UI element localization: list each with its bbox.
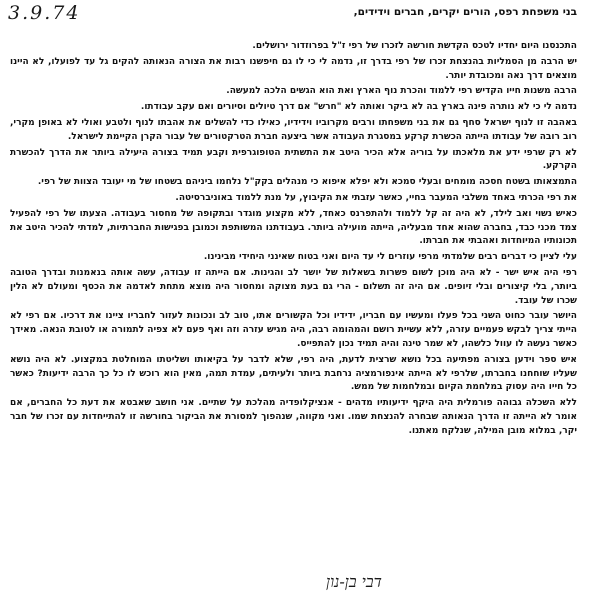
- paragraph: רפי היה איש ישר - לא היה מוכן לשום פשרות בשאלות של יושר לב והגינות. אם הייתה זו עבודה, עשה אותה בנאמנות ובדרך הטובה ביותר, בלי קיצורים ובלי זיופים. אם היה זה תשלום - הרי גם בעת מצוקה ומחסור היה מוצא מתחת לאדמה את הכסף ומעולם לא הלין שכרו של עובד.: [10, 267, 577, 306]
- paragraph: לא רק שרפי ידע את מלאכתו על בוריה אלא הכיר היטב את התשתית הטופוגרפית וקבע תמיד בצורה היעילה ביותר את הדרך להכשרת הקרקע.: [10, 147, 577, 172]
- letter-body: [10, 40, 577, 441]
- paragraph: איש ספר וידען בצורה מפתיעה בכל נושא שרצית לדעת, היה רפי, שלא לדבר על בקיאותו ושליטתו המוחלטת במקצוע. לא היה נושא שעליו שוחחנו בחברתו, שלרפי לא הייתה אינפורמציה נרחבת ביותר ולעיתים, עמדת תמה, מאין הוא רוכש לו כל כך הרבה ידיעות? כאשר כל חייו היה עסוק במלחמת הקיום ובמלחמות של ממש.: [10, 354, 577, 393]
- paragraph: ללא השכלה גבוהה פורמלית היה היקף ידיעותיו מדהים - אנציקלופדיה מהלכת על שתיים. אני חושב שאבטא את דעת כל החברים, אם אומר לא הייתה זו הדרך הנאותה שבחרה להנצחת שמו. ואני מקווה, שנהפוך למסורת את הביקור בחורשה זו להתייחדות עם זכרו של חבר יקר, במלוא מובן המילה, שנלקח מאתנו.: [10, 398, 577, 436]
- paragraph: עלי לציין כי דברים רבים שלמדתי מרפי עוזרים לי עד היום ואני בטוח שאינני היחידי מבינינו.: [203, 252, 577, 263]
- paragraph: באהבה זו לנוף ישראל סחף גם את בני משפחתו ורבים מקרוביו וידידיו, כאילו כדי להשלים את אהבתו לנוף ולטבע ואולי לא באופן מקרי, רוב רובה של עבודתו הייתה הכשרת קרקע במסגרת העבודה אשר ביצעה חברת הטרקטורים של עבור הקרן הקיימת לישראל.: [10, 117, 577, 142]
- paragraph: את רפי הכרתי באחד משלבי המעבר בחיי, כאשר עזבתי את הקיבוץ, על מנת ללמוד באוניברסיטה.: [175, 192, 577, 203]
- paragraph: יש הרבה מן הסמליות בהנצחת זכרו של רפי בדרך זו, נדמה לי כי לו גם חיפשנו רבות את הצורה הנאותה להקים גל עד לפועלו, לא היינו מוצאים דרך נאה ומכובדת יותר.: [10, 56, 577, 81]
- paragraph: נדמה לי כי לא נותרה פינה בארץ בה לא ביקר ואותה לא "חרש" אם דרך טיולים וסיורים ואם עקב עבודתו.: [140, 102, 577, 113]
- paragraph: התכנסנו היום יחדיו לטכס הקדשת חורשה לזכרו של רפי ז"ל בפרוזדור ירושלים.: [252, 41, 577, 51]
- paragraph: התמצאותו בשטח חסכה מומחים ובעלי סמכא ולא יפלא איפוא כי מנהלים בקק"ל נלחמו ביניהם בשטחו של מי יעובד הצוות של רפי.: [37, 177, 577, 188]
- handwritten-signature: דבי בן-נון: [326, 572, 382, 591]
- handwritten-date: 3.9.74: [8, 2, 81, 24]
- paragraph: היושר עובר כחוט השני בכל פעלו ומעשיו עם חבריו, ידידיו וכל הקשורים אתו, טוב לב ונכונות לעזור לחבריו ציינו את דרכיו. אם רפי לא הייתי צריך לבקש פעמיים עזרה, ללא עשיית רושם והמהומה רבה, היה מגיש עזרה וזה ואף פעם לא צפיה לתמורה או לטובת הנאה. מאידך כאשר נעשה לו עוול כלשהו, לא שמר טינה והיה תמיד נכון להתפייס.: [10, 311, 577, 349]
- paragraph: הרבה משנות חייו הקדיש רפי ללמוד והכרת נוף הארץ ואת הוא הגשים הלכה למעשה.: [226, 86, 577, 97]
- paragraph: כאיש נשוי ואב לילד, לא היה זה קל ללמוד ולהתפרנס כאחד, ללא מקצוע מוגדר ובתקופה של מחסור בעבודה. הצעתו של רפי להפעיל צמד מכני כבד, בחברה שהוא אחד מבעליה, הייתה מועילה ביותר. בעבודתנו המשותפת וכמובן בפגישות החברתיות, למדתי להכיר היטב את תכונותיו המיוחדות ואהבתי את חברתו.: [10, 208, 577, 247]
- letter-salutation: בני משפחת רפס, הורים יקרים, חברים וידידים,: [353, 6, 577, 18]
